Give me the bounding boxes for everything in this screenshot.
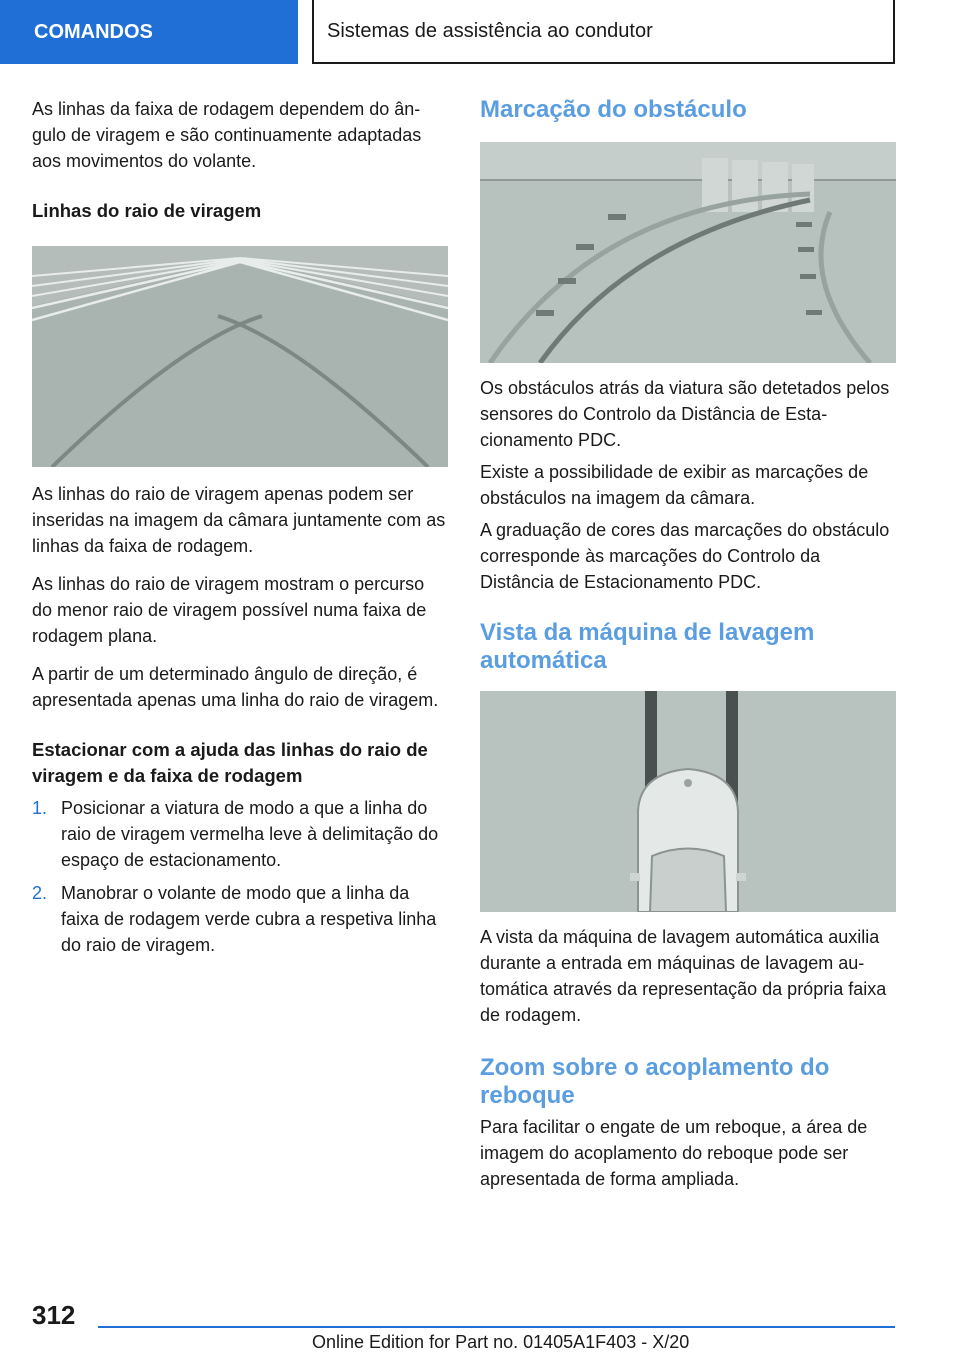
turning-heading: Linhas do raio de viragem <box>32 200 262 221</box>
chapter-title <box>312 0 895 64</box>
obstacle-heading: Marcação do obstáculo <box>480 96 747 123</box>
step-text: Posicionar a viatura de modo a que a linha do raio de viragem vermelha leve à delimitação do espaço de estacionamento. <box>61 798 439 870</box>
section-label: COMANDOS <box>34 20 153 43</box>
edition-text: Online Edition for Part no. 01405A1F403 - X/20 <box>312 1332 690 1352</box>
turning-radius-illustration <box>32 246 448 467</box>
right-column <box>480 96 896 1204</box>
turning-radius-figure <box>32 246 448 467</box>
list-item <box>32 795 448 873</box>
obstacle-figure <box>480 142 896 363</box>
left-column <box>32 96 448 965</box>
carwash-paragraph: A vista da máquina de lavagem automática auxilia durante a entrada em máquinas de lavagem automática através da representação da própria faixa de rodagem. <box>480 927 887 1025</box>
list-item <box>32 880 448 958</box>
carwash-heading: Vista da máquina de lavagem automática <box>480 619 815 674</box>
intro-paragraph: As linhas da faixa de rodagem dependem do ângulo de viragem e são continuamente adaptadas aos movimentos do volante. <box>32 99 422 171</box>
zoom-heading: Zoom sobre o acoplamento do reboque <box>480 1054 830 1109</box>
page-number: 312 <box>32 1300 76 1330</box>
section-tab <box>0 0 298 64</box>
step-text: Manobrar o volante de modo que a linha da faixa de rodagem verde cubra a respetiva linha do raio de viragem. <box>61 883 437 955</box>
turning-paragraph-3: A partir de um determinado ângulo de direção, é apresentada apenas uma linha do raio de viragem. <box>32 664 439 710</box>
parking-heading: Estacionar com a ajuda das linhas do raio de viragem e da faixa de rodagem <box>32 739 428 786</box>
turning-paragraph-2: As linhas do raio de viragem mostram o percurso do menor raio de viragem possível numa faixa de rodagem plana. <box>32 574 427 646</box>
carwash-illustration <box>480 691 896 912</box>
obstacle-paragraph-3: A graduação de cores das marcações do obstáculo corresponde às marcações do Controlo da Distância de Estacionamento PDC. <box>480 520 890 592</box>
zoom-paragraph: Para facilitar o engate de um reboque, a área de imagem do acoplamento do reboque pode ser apresentada de forma ampliada. <box>480 1117 868 1189</box>
step-number: 1. <box>32 798 48 818</box>
parking-steps <box>32 795 448 958</box>
obstacle-paragraph-1: Os obstáculos atrás da viatura são detetados pelos sensores do Controlo da Distância de Estacionamento PDC. <box>480 378 890 450</box>
carwash-figure <box>480 691 896 912</box>
obstacle-paragraph-2: Existe a possibilidade de exibir as marcações de obstáculos na imagem da câmara. <box>480 462 869 508</box>
turning-paragraph-1: As linhas do raio de viragem apenas podem ser inseridas na imagem da câmara juntamente com as linhas da faixa de rodagem. <box>32 484 446 556</box>
step-number: 2. <box>32 883 48 903</box>
obstacle-marking-illustration <box>480 142 896 363</box>
chapter-title-text: Sistemas de assistência ao condutor <box>327 19 653 42</box>
footer-divider <box>98 1326 895 1328</box>
